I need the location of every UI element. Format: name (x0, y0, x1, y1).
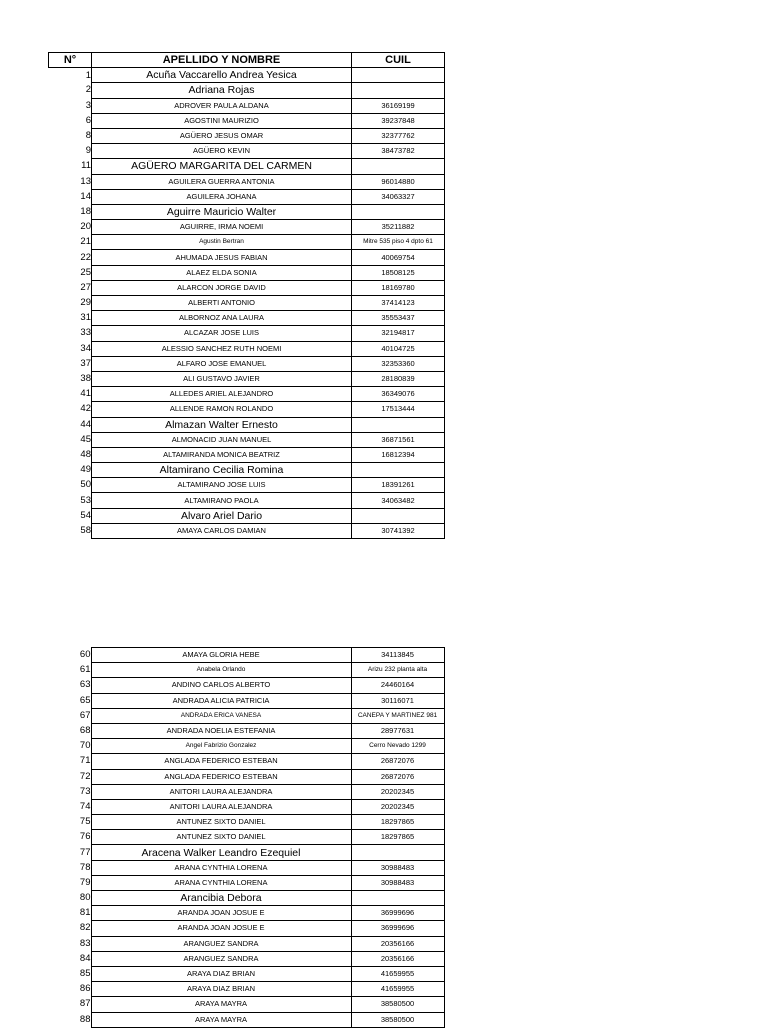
row-name: AHUMADA JESUS FABIAN (92, 250, 352, 265)
row-name: ANTUNEZ SIXTO DANIEL (91, 830, 351, 845)
row-number: 20 (49, 220, 92, 235)
row-number: 29 (49, 296, 92, 311)
row-cuil: 30116071 (351, 693, 444, 708)
row-name: AGOSTINI MAURIZIO (92, 113, 352, 128)
row-name: ANITORI LAURA ALEJANDRA (91, 799, 351, 814)
row-cuil: Arizu 232 planta alta (351, 663, 444, 678)
header-cuil: CUIL (352, 53, 445, 68)
row-name: ANDINO CARLOS ALBERTO (91, 678, 351, 693)
row-name: ARANA CYNTHIA LORENA (91, 860, 351, 875)
row-number: 54 (49, 508, 92, 523)
row-number: 33 (49, 326, 92, 341)
table-row (48, 906, 444, 921)
row-name: Acuña Vaccarello Andrea Yesica (92, 68, 352, 83)
row-cuil: 18297865 (351, 815, 444, 830)
row-number: 80 (48, 891, 91, 906)
table-row (49, 189, 445, 204)
row-cuil: 35211882 (352, 220, 445, 235)
table-row (48, 966, 444, 981)
row-number: 18 (49, 204, 92, 219)
table-row (49, 432, 445, 447)
row-name: ANGLADA FEDERICO ESTEBAN (91, 769, 351, 784)
row-cuil: 24460164 (351, 678, 444, 693)
row-number: 49 (49, 463, 92, 478)
table-row (48, 754, 444, 769)
row-cuil: 20356166 (351, 936, 444, 951)
row-number: 6 (49, 113, 92, 128)
row-cuil (352, 159, 445, 174)
table-row (49, 128, 445, 143)
table-row (49, 159, 445, 174)
row-number: 48 (49, 447, 92, 462)
row-name: ALFARO JOSE EMANUEL (92, 356, 352, 371)
table-row (48, 875, 444, 890)
row-name: ALTAMIRANO PAOLA (92, 493, 352, 508)
row-cuil: 38473782 (352, 144, 445, 159)
table-row (48, 723, 444, 738)
table-row (49, 296, 445, 311)
row-number: 44 (49, 417, 92, 432)
row-name: ALTAMIRANO JOSE LUIS (92, 478, 352, 493)
table-row (49, 508, 445, 523)
row-name: ADROVER PAULA ALDANA (92, 98, 352, 113)
header-num: N° (49, 53, 92, 68)
row-name: ANDRADA NOELIA ESTEFANIA (91, 723, 351, 738)
row-name: ARANGUEZ SANDRA (91, 951, 351, 966)
row-name: ANITORI LAURA ALEJANDRA (91, 784, 351, 799)
table-row (49, 144, 445, 159)
roster-table-1 (48, 52, 445, 539)
row-cuil (352, 508, 445, 523)
row-number: 84 (48, 951, 91, 966)
row-cuil: 18391261 (352, 478, 445, 493)
row-number: 2 (49, 83, 92, 98)
table-row (48, 678, 444, 693)
table-row (49, 447, 445, 462)
row-cuil: 30988483 (351, 875, 444, 890)
table-row (49, 265, 445, 280)
row-name: ALBORNOZ ANA LAURA (92, 311, 352, 326)
row-cuil: 34063327 (352, 189, 445, 204)
row-cuil: 32194817 (352, 326, 445, 341)
row-name: AGUIRRE, IRMA NOEMI (92, 220, 352, 235)
row-cuil: 41659955 (351, 982, 444, 997)
row-cuil: 39237848 (352, 113, 445, 128)
row-cuil: 16812394 (352, 447, 445, 462)
row-number: 34 (49, 341, 92, 356)
row-number: 81 (48, 906, 91, 921)
row-name: ARAYA MAYRA (91, 1012, 351, 1027)
row-name: AGÜERO KEVIN (92, 144, 352, 159)
row-name: ANDRADA ERICA VANESA (91, 708, 351, 723)
row-name: Arancibia Debora (91, 891, 351, 906)
row-number: 21 (49, 235, 92, 250)
table-row (49, 68, 445, 83)
row-number: 77 (48, 845, 91, 860)
row-number: 87 (48, 997, 91, 1012)
row-number: 9 (49, 144, 92, 159)
row-number: 25 (49, 265, 92, 280)
row-name: ALBERTI ANTONIO (92, 296, 352, 311)
row-name: ARAYA MAYRA (91, 997, 351, 1012)
row-cuil: 28180839 (352, 371, 445, 386)
row-name: ANGLADA FEDERICO ESTEBAN (91, 754, 351, 769)
row-number: 31 (49, 311, 92, 326)
row-name: AMAYA GLORIA HEBE (91, 648, 351, 663)
header-row (49, 53, 445, 68)
row-cuil: 26872076 (351, 769, 444, 784)
row-name: AGUILERA JOHANA (92, 189, 352, 204)
row-cuil (351, 845, 444, 860)
roster-table-2 (48, 647, 445, 1028)
row-cuil: 34063482 (352, 493, 445, 508)
row-number: 72 (48, 769, 91, 784)
row-name: Almazan Walter Ernesto (92, 417, 352, 432)
row-name: ALESSIO SANCHEZ RUTH NOEMI (92, 341, 352, 356)
table-row (49, 220, 445, 235)
table-row (49, 83, 445, 98)
table-row (48, 997, 444, 1012)
row-cuil (352, 417, 445, 432)
row-number: 8 (49, 128, 92, 143)
row-cuil: 36999696 (351, 906, 444, 921)
row-cuil: 30741392 (352, 523, 445, 538)
row-cuil: 35553437 (352, 311, 445, 326)
row-cuil: 32353360 (352, 356, 445, 371)
row-number: 53 (49, 493, 92, 508)
table-row (48, 708, 444, 723)
row-name: ALLENDE RAMON ROLANDO (92, 402, 352, 417)
header-name: APELLIDO Y NOMBRE (92, 53, 352, 68)
row-name: ALI GUSTAVO JAVIER (92, 371, 352, 386)
table-row (49, 250, 445, 265)
row-number: 83 (48, 936, 91, 951)
table-row (49, 113, 445, 128)
row-cuil: 36999696 (351, 921, 444, 936)
row-number: 85 (48, 966, 91, 981)
row-name: ANDRADA ALICIA PATRICIA (91, 693, 351, 708)
row-number: 73 (48, 784, 91, 799)
row-name: Angel Fabrizio Gonzalez (91, 739, 351, 754)
row-name: Altamirano Cecilia Romina (92, 463, 352, 478)
row-cuil: CANEPA Y MARTINEZ 981 (351, 708, 444, 723)
table-row (49, 280, 445, 295)
row-name: AGÜERO MARGARITA DEL CARMEN (92, 159, 352, 174)
row-name: Agustin Bertran (92, 235, 352, 250)
row-cuil: Mitre 535 piso 4 dpto 61 (352, 235, 445, 250)
table-row (49, 326, 445, 341)
row-number: 68 (48, 723, 91, 738)
row-cuil: 36349076 (352, 387, 445, 402)
row-number: 22 (49, 250, 92, 265)
row-cuil: 40104725 (352, 341, 445, 356)
table-row (49, 174, 445, 189)
row-number: 67 (48, 708, 91, 723)
table-row (49, 311, 445, 326)
row-name: AGÜERO JESUS OMAR (92, 128, 352, 143)
row-name: Aracena Walker Leandro Ezequiel (91, 845, 351, 860)
row-name: ALLEDES ARIEL ALEJANDRO (92, 387, 352, 402)
table-row (48, 982, 444, 997)
row-number: 42 (49, 402, 92, 417)
row-name: ANTUNEZ SIXTO DANIEL (91, 815, 351, 830)
table-row (48, 830, 444, 845)
row-name: Alvaro Ariel Dario (92, 508, 352, 523)
row-name: AGUILERA GUERRA ANTONIA (92, 174, 352, 189)
table-row (48, 739, 444, 754)
row-cuil: 40069754 (352, 250, 445, 265)
row-number: 27 (49, 280, 92, 295)
table-row (49, 371, 445, 386)
row-name: AMAYA CARLOS DAMIAN (92, 523, 352, 538)
row-number: 37 (49, 356, 92, 371)
row-number: 58 (49, 523, 92, 538)
row-number: 74 (48, 799, 91, 814)
table-row (48, 845, 444, 860)
row-number: 82 (48, 921, 91, 936)
row-number: 60 (48, 648, 91, 663)
row-cuil: 18297865 (351, 830, 444, 845)
row-name: ALTAMIRANDA MONICA BEATRIZ (92, 447, 352, 462)
row-name: ARANGUEZ SANDRA (91, 936, 351, 951)
row-cuil: 20202345 (351, 784, 444, 799)
row-name: ALMONACID JUAN MANUEL (92, 432, 352, 447)
row-cuil: 38580500 (351, 997, 444, 1012)
row-number: 11 (49, 159, 92, 174)
row-number: 1 (49, 68, 92, 83)
row-cuil: 32377762 (352, 128, 445, 143)
row-name: ARAYA DIAZ BRIAN (91, 966, 351, 981)
row-number: 14 (49, 189, 92, 204)
table-row (48, 815, 444, 830)
table-row (48, 936, 444, 951)
row-cuil: 37414123 (352, 296, 445, 311)
row-cuil: 36871561 (352, 432, 445, 447)
table-row (49, 463, 445, 478)
row-cuil (352, 83, 445, 98)
row-cuil: 30988483 (351, 860, 444, 875)
table-row (49, 387, 445, 402)
table-row (49, 493, 445, 508)
table-row (49, 98, 445, 113)
row-cuil: 20202345 (351, 799, 444, 814)
row-cuil: 38580500 (351, 1012, 444, 1027)
row-number: 79 (48, 875, 91, 890)
table-row (48, 799, 444, 814)
row-number: 76 (48, 830, 91, 845)
row-number: 61 (48, 663, 91, 678)
row-number: 70 (48, 739, 91, 754)
table-row (49, 402, 445, 417)
table-row (48, 769, 444, 784)
table-row (48, 648, 444, 663)
table-row (48, 693, 444, 708)
row-name: Adriana Rojas (92, 83, 352, 98)
table-row (48, 860, 444, 875)
table-row (48, 784, 444, 799)
row-cuil: 41659955 (351, 966, 444, 981)
table-row (48, 663, 444, 678)
row-number: 86 (48, 982, 91, 997)
row-number: 38 (49, 371, 92, 386)
table-row (49, 204, 445, 219)
row-name: ARAYA DIAZ BRIAN (91, 982, 351, 997)
row-cuil: 28977631 (351, 723, 444, 738)
row-cuil: 96014880 (352, 174, 445, 189)
table-row (49, 235, 445, 250)
row-name: ALARCON JORGE DAVID (92, 280, 352, 295)
table-row (48, 891, 444, 906)
table-row (49, 341, 445, 356)
table-row (49, 523, 445, 538)
row-cuil: 18169780 (352, 280, 445, 295)
row-name: Anabela Orlando (91, 663, 351, 678)
row-cuil: 26872076 (351, 754, 444, 769)
row-name: ARANA CYNTHIA LORENA (91, 875, 351, 890)
row-name: ALAEZ ELDA SONIA (92, 265, 352, 280)
row-cuil: 34113845 (351, 648, 444, 663)
row-cuil: 20356166 (351, 951, 444, 966)
row-number: 78 (48, 860, 91, 875)
row-number: 41 (49, 387, 92, 402)
table-row (48, 951, 444, 966)
table-row (48, 1012, 444, 1027)
row-number: 88 (48, 1012, 91, 1027)
row-number: 50 (49, 478, 92, 493)
row-name: ARANDA JOAN JOSUE E (91, 921, 351, 936)
row-number: 75 (48, 815, 91, 830)
row-cuil (351, 891, 444, 906)
row-cuil (352, 68, 445, 83)
row-number: 13 (49, 174, 92, 189)
row-cuil: 36169199 (352, 98, 445, 113)
row-number: 71 (48, 754, 91, 769)
row-number: 63 (48, 678, 91, 693)
table-row (49, 417, 445, 432)
table-row (48, 921, 444, 936)
row-number: 45 (49, 432, 92, 447)
row-cuil (352, 204, 445, 219)
row-name: Aguirre Mauricio Walter (92, 204, 352, 219)
row-cuil: 18508125 (352, 265, 445, 280)
row-cuil: 17513444 (352, 402, 445, 417)
row-cuil (352, 463, 445, 478)
table-row (49, 478, 445, 493)
table-row (49, 356, 445, 371)
row-number: 65 (48, 693, 91, 708)
row-number: 3 (49, 98, 92, 113)
row-name: ALCAZAR JOSE LUIS (92, 326, 352, 341)
row-name: ARANDA JOAN JOSUE E (91, 906, 351, 921)
row-cuil: Cerro Nevado 1299 (351, 739, 444, 754)
